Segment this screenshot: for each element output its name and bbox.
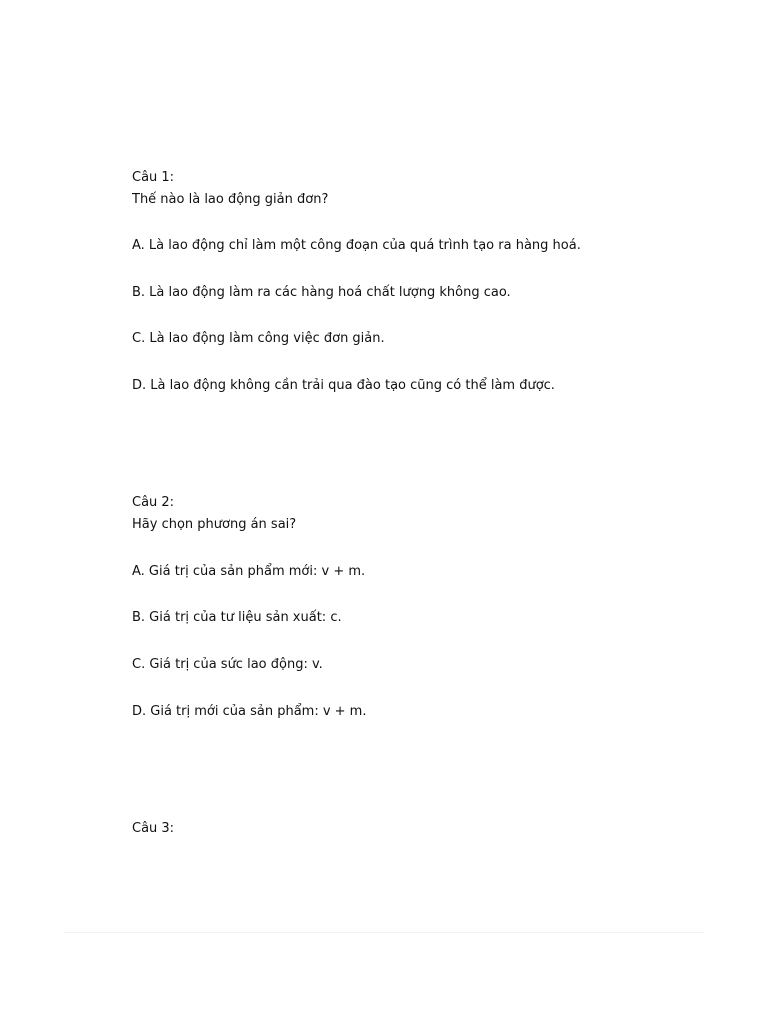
question-1-label: Câu 1:: [132, 170, 175, 185]
question-2-prompt: Hãy chọn phương án sai?: [132, 517, 297, 532]
question-2-option-d: D. Giá trị mới của sản phẩm: v + m.: [132, 704, 367, 719]
question-1-option-a: A. Là lao động chỉ làm một công đoạn của quá trình tạo ra hàng hoá.: [132, 238, 581, 253]
question-1-option-c: C. Là lao động làm công việc đơn giản.: [132, 331, 385, 346]
question-1-option-d: D. Là lao động không cần trải qua đào tạo cũng có thể làm được.: [132, 378, 555, 393]
page-divider: [64, 932, 704, 933]
question-3-label: Câu 3:: [132, 821, 175, 836]
question-2-option-a: A. Giá trị của sản phẩm mới: v + m.: [132, 564, 366, 579]
question-2-option-c: C. Giá trị của sức lao động: v.: [132, 657, 323, 672]
question-1-prompt: Thế nào là lao động giản đơn?: [132, 192, 329, 207]
question-1-option-b: B. Là lao động làm ra các hàng hoá chất lượng không cao.: [132, 285, 511, 300]
question-2-label: Câu 2:: [132, 495, 175, 510]
question-2-option-b: B. Giá trị của tư liệu sản xuất: c.: [132, 610, 342, 625]
